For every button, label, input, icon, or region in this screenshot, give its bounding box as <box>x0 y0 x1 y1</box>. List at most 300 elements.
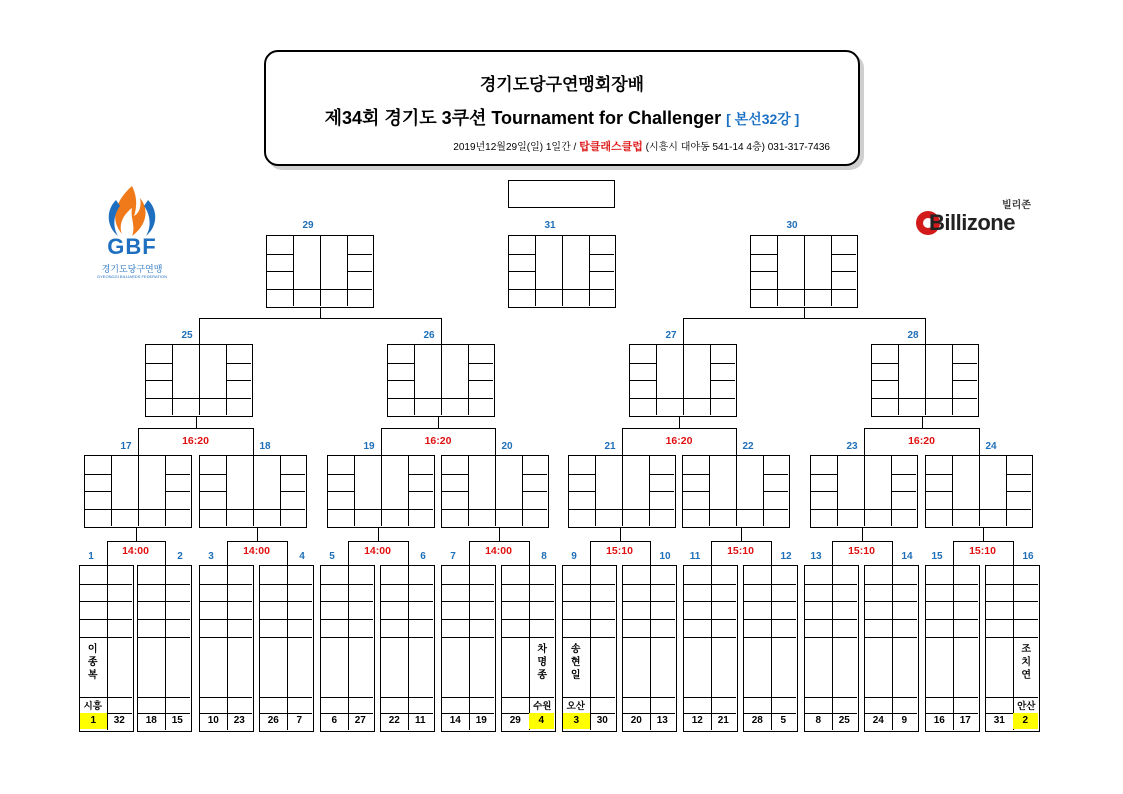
card-row-line <box>683 474 710 475</box>
r16-card-19 <box>327 455 435 528</box>
bracket-line <box>983 528 984 541</box>
card-row-line <box>85 491 112 492</box>
card-row-line <box>381 637 433 638</box>
match-number: 17 <box>120 441 132 452</box>
card-row-line <box>953 380 977 381</box>
bracket-line <box>953 541 1013 542</box>
bracket-line <box>227 541 287 542</box>
bracket-line <box>650 541 651 565</box>
match-time: 15:10 <box>727 545 754 557</box>
card-row-line <box>200 474 227 475</box>
bracket-line <box>832 541 892 542</box>
card-row-line <box>388 363 415 364</box>
tournament-title <box>266 104 858 130</box>
card-row-line <box>596 509 650 510</box>
match-time: 14:00 <box>243 545 270 557</box>
bracket-line <box>348 541 408 542</box>
champion-box <box>508 180 615 208</box>
card-divider <box>348 566 349 730</box>
card-row-line <box>590 289 614 290</box>
card-divider <box>864 456 865 526</box>
seed-left: 10 <box>207 715 219 726</box>
qf-card-26 <box>387 344 495 417</box>
tournament-date: 2019년12월29일(일) 1일간 / <box>453 142 580 153</box>
match-number: 24 <box>985 441 997 452</box>
bracket-line <box>469 541 529 542</box>
match-number: 31 <box>544 220 556 231</box>
card-row-line <box>348 289 372 290</box>
r32-card-14 <box>864 565 919 732</box>
match-number: 10 <box>659 551 671 562</box>
card-row-line <box>200 509 227 510</box>
card-row-line <box>80 619 132 620</box>
card-row-line <box>381 697 433 698</box>
final-card <box>508 235 616 308</box>
card-divider <box>736 456 737 526</box>
title-box <box>264 50 860 166</box>
bracket-line <box>136 528 137 541</box>
card-row-line <box>986 619 1038 620</box>
card-row-line <box>684 697 736 698</box>
seed-right: 32 <box>113 715 125 726</box>
match-number: 1 <box>88 551 94 562</box>
card-row-line <box>348 271 372 272</box>
card-divider <box>683 345 684 415</box>
card-row-line <box>623 619 675 620</box>
match-number: 13 <box>810 551 822 562</box>
card-row-line <box>409 474 433 475</box>
card-row-line <box>267 254 294 255</box>
seed-left: 31 <box>993 715 1005 726</box>
card-row-line <box>744 619 796 620</box>
card-row-line <box>684 619 736 620</box>
card-row-line <box>563 637 615 638</box>
bracket-line <box>199 318 441 319</box>
match-time: 14:00 <box>485 545 512 557</box>
card-row-line <box>764 509 788 510</box>
card-row-line <box>832 289 856 290</box>
card-row-line <box>321 619 373 620</box>
card-row-line <box>200 601 252 602</box>
billizone-logo <box>915 196 1035 244</box>
card-row-line <box>112 509 166 510</box>
card-row-line <box>469 509 523 510</box>
bracket-line <box>771 541 772 565</box>
card-divider <box>953 566 954 730</box>
card-row-line <box>469 380 493 381</box>
seed-left: 18 <box>145 715 157 726</box>
r32-card-4 <box>259 565 314 732</box>
bracket-line <box>862 528 863 541</box>
card-row-line <box>764 474 788 475</box>
card-row-line <box>811 509 838 510</box>
card-row-line <box>146 363 173 364</box>
seed-right: 15 <box>171 715 183 726</box>
card-divider <box>138 456 139 526</box>
seed-right: 27 <box>354 715 366 726</box>
tournament-title-main: 제34회 경기도 3쿠션 Tournament for Challenger <box>324 108 722 128</box>
bracket-line <box>378 528 379 541</box>
card-row-line <box>138 584 190 585</box>
card-row-line <box>926 509 953 510</box>
r32-card-2 <box>137 565 192 732</box>
card-row-line <box>650 491 674 492</box>
card-row-line <box>80 637 132 638</box>
card-divider <box>979 456 980 526</box>
card-row-line <box>569 474 596 475</box>
card-row-line <box>805 697 857 698</box>
bracket-line <box>257 528 258 541</box>
card-row-line <box>281 509 305 510</box>
card-row-line <box>227 380 251 381</box>
card-row-line <box>710 509 764 510</box>
seed-left: 3 <box>563 713 590 729</box>
card-row-line <box>138 637 190 638</box>
bracket-line <box>1013 541 1014 565</box>
card-row-line <box>872 363 899 364</box>
card-row-line <box>260 637 312 638</box>
card-divider <box>441 345 442 415</box>
match-number: 16 <box>1022 551 1034 562</box>
card-row-line <box>926 637 978 638</box>
card-row-line <box>892 474 916 475</box>
card-row-line <box>744 697 796 698</box>
card-row-line <box>321 697 373 698</box>
bracket-line <box>979 428 980 455</box>
bracket-line <box>741 528 742 541</box>
bracket-line <box>922 417 923 428</box>
card-row-line <box>623 637 675 638</box>
card-row-line <box>200 491 227 492</box>
bracket-line <box>287 541 288 565</box>
tournament-info <box>453 138 830 154</box>
r16-card-21 <box>568 455 676 528</box>
gbf-sub: GYEONGGI BILLIARDS FEDERATION <box>97 274 167 279</box>
card-row-line <box>569 509 596 510</box>
player-name: 이 종 복 <box>87 644 98 681</box>
gbf-logo <box>92 180 172 290</box>
bracket-line <box>469 541 470 565</box>
card-row-line <box>328 509 355 510</box>
card-row-line <box>1007 491 1031 492</box>
card-row-line <box>442 601 494 602</box>
card-divider <box>892 566 893 730</box>
bracket-line <box>138 428 253 429</box>
match-number: 6 <box>420 551 426 562</box>
card-row-line <box>630 363 657 364</box>
bracket-line <box>620 528 621 541</box>
seed-right: 5 <box>780 715 787 726</box>
match-number: 3 <box>208 551 214 562</box>
seed-right: 9 <box>901 715 908 726</box>
card-row-line <box>590 254 614 255</box>
card-divider <box>804 236 805 306</box>
bracket-line <box>107 541 165 542</box>
tournament-organizer: 경기도당구연맹회장배 <box>479 75 645 94</box>
card-row-line <box>355 509 409 510</box>
card-row-line <box>711 398 735 399</box>
card-row-line <box>138 601 190 602</box>
bracket-line <box>408 541 409 565</box>
r32-card-10 <box>622 565 677 732</box>
card-row-line <box>811 491 838 492</box>
player-name: 송 현 일 <box>570 644 581 681</box>
card-row-line <box>926 697 978 698</box>
bracket-line <box>711 541 712 565</box>
seed-right: 2 <box>1013 713 1039 729</box>
bracket-line <box>529 541 530 565</box>
card-row-line <box>865 637 917 638</box>
bracket-line <box>441 318 442 344</box>
match-time: 14:00 <box>364 545 391 557</box>
card-row-line <box>953 509 1007 510</box>
card-row-line <box>415 398 469 399</box>
tournament-address: (시흥시 대야동 541-14 4층) 031-317-7436 <box>642 142 830 153</box>
card-row-line <box>1007 474 1031 475</box>
card-row-line <box>650 509 674 510</box>
card-row-line <box>260 619 312 620</box>
card-row-line <box>778 289 832 290</box>
card-row-line <box>348 254 372 255</box>
bracket-line <box>196 417 197 428</box>
card-row-line <box>381 619 433 620</box>
card-row-line <box>523 509 547 510</box>
card-row-line <box>832 271 856 272</box>
card-row-line <box>409 491 433 492</box>
player-name: 조 치 연 <box>1021 644 1032 681</box>
card-row-line <box>502 619 554 620</box>
player-club: 오산 <box>566 701 585 712</box>
card-row-line <box>166 509 190 510</box>
r32-card-7 <box>441 565 496 732</box>
qf-card-25 <box>145 344 253 417</box>
r16-card-17 <box>84 455 192 528</box>
card-row-line <box>986 637 1038 638</box>
card-row-line <box>381 584 433 585</box>
seed-left: 16 <box>933 715 945 726</box>
player-club: 안산 <box>1017 701 1036 712</box>
bracket-line <box>864 428 979 429</box>
match-number: 23 <box>846 441 858 452</box>
match-number: 19 <box>363 441 375 452</box>
bracket-line <box>381 428 382 455</box>
card-row-line <box>805 584 857 585</box>
card-row-line <box>138 697 190 698</box>
match-number: 29 <box>302 220 314 231</box>
qf-card-28 <box>871 344 979 417</box>
billizone-top: 빌리존 <box>1002 200 1031 211</box>
card-row-line <box>865 619 917 620</box>
card-row-line <box>227 398 251 399</box>
card-row-line <box>684 637 736 638</box>
card-row-line <box>711 363 735 364</box>
bracket-line <box>736 428 737 455</box>
match-number: 7 <box>450 551 456 562</box>
bracket-line <box>253 428 254 455</box>
bracket-line <box>138 428 139 455</box>
card-divider <box>650 566 651 730</box>
card-divider <box>590 566 591 730</box>
card-row-line <box>80 584 132 585</box>
card-divider <box>469 566 470 730</box>
bracket-line <box>622 428 623 455</box>
card-row-line <box>630 398 657 399</box>
card-row-line <box>563 619 615 620</box>
match-number: 15 <box>931 551 943 562</box>
bracket-line <box>711 541 771 542</box>
card-row-line <box>442 637 494 638</box>
match-number: 8 <box>541 551 547 562</box>
player-name: 차 명 종 <box>537 644 548 681</box>
match-number: 22 <box>742 441 754 452</box>
card-row-line <box>684 601 736 602</box>
card-row-line <box>563 584 615 585</box>
seed-right: 4 <box>529 713 555 729</box>
card-row-line <box>442 491 469 492</box>
card-row-line <box>865 584 917 585</box>
card-row-line <box>764 491 788 492</box>
card-divider <box>320 236 321 306</box>
card-row-line <box>623 601 675 602</box>
card-divider <box>495 456 496 526</box>
bracket-line <box>832 541 833 565</box>
card-row-line <box>442 509 469 510</box>
match-number: 14 <box>901 551 913 562</box>
r16-card-20 <box>441 455 549 528</box>
match-number: 9 <box>571 551 577 562</box>
card-row-line <box>953 363 977 364</box>
match-number: 4 <box>299 551 305 562</box>
card-row-line <box>409 509 433 510</box>
gbf-letters: GBF <box>107 234 157 259</box>
card-row-line <box>751 289 778 290</box>
card-row-line <box>1007 509 1031 510</box>
card-row-line <box>146 398 173 399</box>
card-row-line <box>80 601 132 602</box>
card-row-line <box>85 509 112 510</box>
seed-right: 25 <box>838 715 850 726</box>
card-row-line <box>502 601 554 602</box>
card-row-line <box>469 398 493 399</box>
card-row-line <box>321 601 373 602</box>
r32-card-3 <box>199 565 254 732</box>
r16-card-23 <box>810 455 918 528</box>
match-number: 18 <box>259 441 271 452</box>
card-row-line <box>200 584 252 585</box>
card-divider <box>227 566 228 730</box>
seed-left: 14 <box>449 715 461 726</box>
card-row-line <box>865 697 917 698</box>
card-row-line <box>805 637 857 638</box>
card-divider <box>199 345 200 415</box>
seed-right: 19 <box>475 715 487 726</box>
card-row-line <box>85 474 112 475</box>
bracket-line <box>804 308 805 318</box>
r16-card-24 <box>925 455 1033 528</box>
match-number: 2 <box>177 551 183 562</box>
tournament-venue: 탑클래스클럽 <box>579 141 643 153</box>
seed-left: 24 <box>872 715 884 726</box>
seed-right: 11 <box>414 715 426 726</box>
card-row-line <box>683 509 710 510</box>
match-time: 15:10 <box>969 545 996 557</box>
r32-card-15 <box>925 565 980 732</box>
card-row-line <box>683 491 710 492</box>
card-row-line <box>838 509 892 510</box>
card-row-line <box>523 474 547 475</box>
card-row-line <box>926 474 953 475</box>
card-row-line <box>173 398 227 399</box>
card-row-line <box>630 380 657 381</box>
seed-right: 23 <box>233 715 245 726</box>
r16-card-22 <box>682 455 790 528</box>
card-row-line <box>805 619 857 620</box>
card-row-line <box>623 584 675 585</box>
card-row-line <box>388 398 415 399</box>
card-row-line <box>166 491 190 492</box>
seed-right: 13 <box>656 715 668 726</box>
r32-card-6 <box>380 565 435 732</box>
card-row-line <box>744 637 796 638</box>
card-row-line <box>502 637 554 638</box>
seed-right: 30 <box>596 715 608 726</box>
card-row-line <box>650 474 674 475</box>
card-divider <box>165 566 166 730</box>
card-row-line <box>146 380 173 381</box>
r32-card-13 <box>804 565 859 732</box>
card-row-line <box>267 289 294 290</box>
seed-left: 22 <box>388 715 400 726</box>
card-row-line <box>986 584 1038 585</box>
card-row-line <box>321 637 373 638</box>
seed-left: 8 <box>815 715 822 726</box>
card-divider <box>622 456 623 526</box>
match-number: 28 <box>907 330 919 341</box>
card-row-line <box>442 697 494 698</box>
card-row-line <box>442 584 494 585</box>
card-row-line <box>805 601 857 602</box>
seed-right: 17 <box>959 715 971 726</box>
card-row-line <box>442 619 494 620</box>
r32-card-12 <box>743 565 798 732</box>
bracket-line <box>199 318 200 344</box>
seed-left: 28 <box>751 715 763 726</box>
card-row-line <box>832 254 856 255</box>
seed-left: 29 <box>509 715 521 726</box>
card-row-line <box>953 398 977 399</box>
match-number: 5 <box>329 551 335 562</box>
seed-left: 20 <box>630 715 642 726</box>
seed-left: 6 <box>331 715 338 726</box>
player-club: 시흥 <box>83 701 102 712</box>
match-number: 20 <box>501 441 513 452</box>
card-row-line <box>200 619 252 620</box>
bracket-line <box>438 417 439 428</box>
gbf-caption: 경기도당구연맹 <box>101 264 163 274</box>
match-number: 12 <box>780 551 792 562</box>
card-row-line <box>872 398 899 399</box>
bracket-line <box>683 318 684 344</box>
seed-right: 21 <box>717 715 729 726</box>
r32-card-11 <box>683 565 738 732</box>
card-row-line <box>294 289 348 290</box>
match-time: 15:10 <box>848 545 875 557</box>
card-row-line <box>892 491 916 492</box>
sf-card-30 <box>750 235 858 308</box>
r32-card-5 <box>320 565 375 732</box>
card-row-line <box>166 474 190 475</box>
card-row-line <box>227 363 251 364</box>
